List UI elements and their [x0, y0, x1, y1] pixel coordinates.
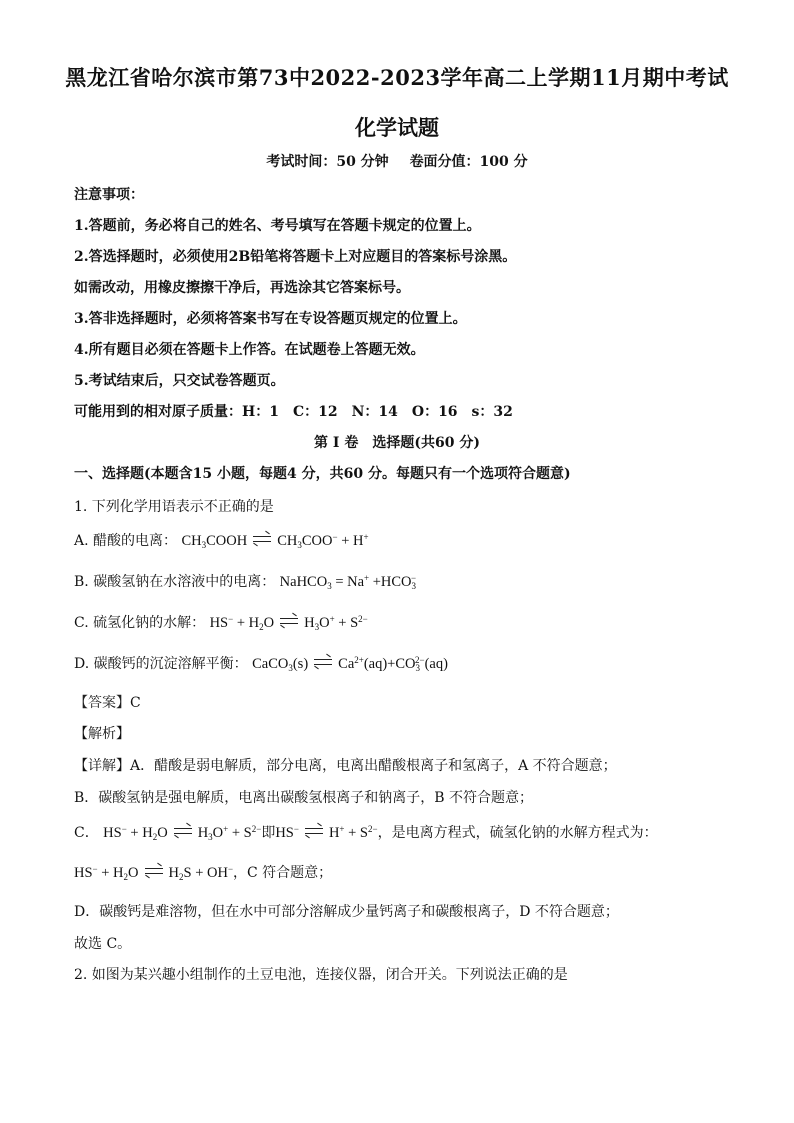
detail-b: B．碳酸氢钠是强电解质，电离出碳酸氢根离子和钠离子，B 不符合题意； — [74, 790, 534, 806]
option-c-equation: $HS^- + H_2O$ $H_3O^+ + S^{2-}$ — [209, 614, 368, 632]
detail-c2-line — [74, 862, 332, 882]
option-b-equation: NaHCO$_3$ = $Na^+ +HCO_3^-$ — [279, 573, 417, 591]
question-1-option-a — [74, 530, 369, 550]
notice-item-1: 1.答题前，务必将自己的姓名、考号填写在答题卡规定的位置上。 — [74, 218, 481, 234]
analysis-tag: 【解析】 — [74, 726, 130, 742]
detail-c-equation-3: $HS^- + H_2O$ $H_2S + OH^-$ — [74, 864, 234, 882]
atomic-mass: 可能用到的相对原子质量：H：1 C：12 N：14 O：16 s：32 — [74, 404, 513, 420]
option-d-label: D. 碳酸钙的沉淀溶解平衡： — [74, 656, 248, 672]
reversible-arrow-icon — [143, 863, 165, 879]
reversible-arrow-icon — [303, 823, 325, 839]
question-1-option-d — [74, 653, 448, 673]
answer-line — [74, 692, 141, 712]
reversible-arrow-icon — [251, 531, 273, 547]
exam-meta — [0, 151, 794, 171]
notice-item-2: 2.答选择题时，必须使用2B铅笔将答题卡上对应题目的答案标号涂黑。 — [74, 249, 517, 265]
answer-value: C — [130, 695, 141, 711]
reversible-arrow-icon — [172, 823, 194, 839]
option-a-equation: $CH_3COOH$ $CH_3COO^- + H^+$ — [181, 532, 369, 550]
section1-title: 一、选择题(本题含15 小题，每题4 分，共60 分。每题只有一个选项符合题意) — [74, 466, 571, 482]
reversible-arrow-icon — [312, 654, 334, 670]
detail-c-mid: 即 — [261, 825, 276, 841]
exam-time: 考试时间：50 分钟 — [266, 154, 389, 170]
exam-score: 卷面分值：100 分 — [409, 154, 528, 170]
notice-item-2b: 如需改动，用橡皮擦擦干净后，再选涂其它答案标号。 — [74, 280, 410, 296]
question-2-stem: 2. 如图为某兴趣小组制作的土豆电池，连接仪器，闭合开关。下列说法正确的是 — [74, 967, 568, 983]
question-1-stem: 1. 下列化学用语表示不正确的是 — [74, 499, 274, 515]
detail-d: D．碳酸钙是难溶物，但在水中可部分溶解成少量钙离子和碳酸根离子，D 不符合题意； — [74, 904, 619, 920]
exam-title: 黑龙江省哈尔滨市第73中2022-2023学年高二上学期11月期中考试 — [65, 65, 729, 90]
option-d-equation: CaCO$_3$(s) $Ca^{2+}(aq)+CO_3^{2-}(aq)$ — [252, 655, 448, 673]
conclusion: 故选 C。 — [74, 936, 132, 952]
detail-c-equation-2: HS− $H^+ + S^{2-}$ — [275, 824, 378, 841]
detail-c2-suffix: ，C 符合题意； — [233, 865, 333, 881]
reversible-arrow-icon — [278, 613, 300, 629]
answer-tag: 【答案】 — [74, 695, 130, 711]
detail-a-line — [74, 755, 617, 775]
option-c-label: C. 硫氢化钠的水解： — [74, 615, 206, 631]
detail-a: A．醋酸是弱电解质，部分电离，电离出醋酸根离子和氢离子，A 不符合题意； — [130, 758, 617, 774]
detail-c-equation-1: $HS^- + H_2O$ $H_3O^+ + S^{2-}$ — [103, 824, 262, 842]
detail-tag: 【详解】 — [74, 758, 130, 774]
option-b-label: B. 碳酸氢钠在水溶液中的电离： — [74, 574, 276, 590]
part1-title: 第 I 卷 选择题(共60 分) — [314, 435, 480, 451]
question-1-option-b — [74, 571, 416, 591]
option-a-label: A. 醋酸的电离： — [74, 533, 178, 549]
exam-subtitle: 化学试题 — [355, 115, 439, 140]
notice-item-5: 5.考试结束后，只交试卷答题页。 — [74, 373, 285, 389]
notice-item-3: 3.答非选择题时，必须将答案书写在专设答题页规定的位置上。 — [74, 311, 467, 327]
notice-item-4: 4.所有题目必须在答题卡上作答。在试题卷上答题无效。 — [74, 342, 425, 358]
detail-c-line — [74, 822, 658, 842]
detail-c-suffix: ，是电离方程式，硫氢化钠的水解方程式为： — [377, 825, 658, 841]
detail-c-prefix: C． — [74, 825, 99, 841]
question-1-option-c — [74, 612, 368, 632]
notice-heading: 注意事项： — [74, 187, 144, 203]
